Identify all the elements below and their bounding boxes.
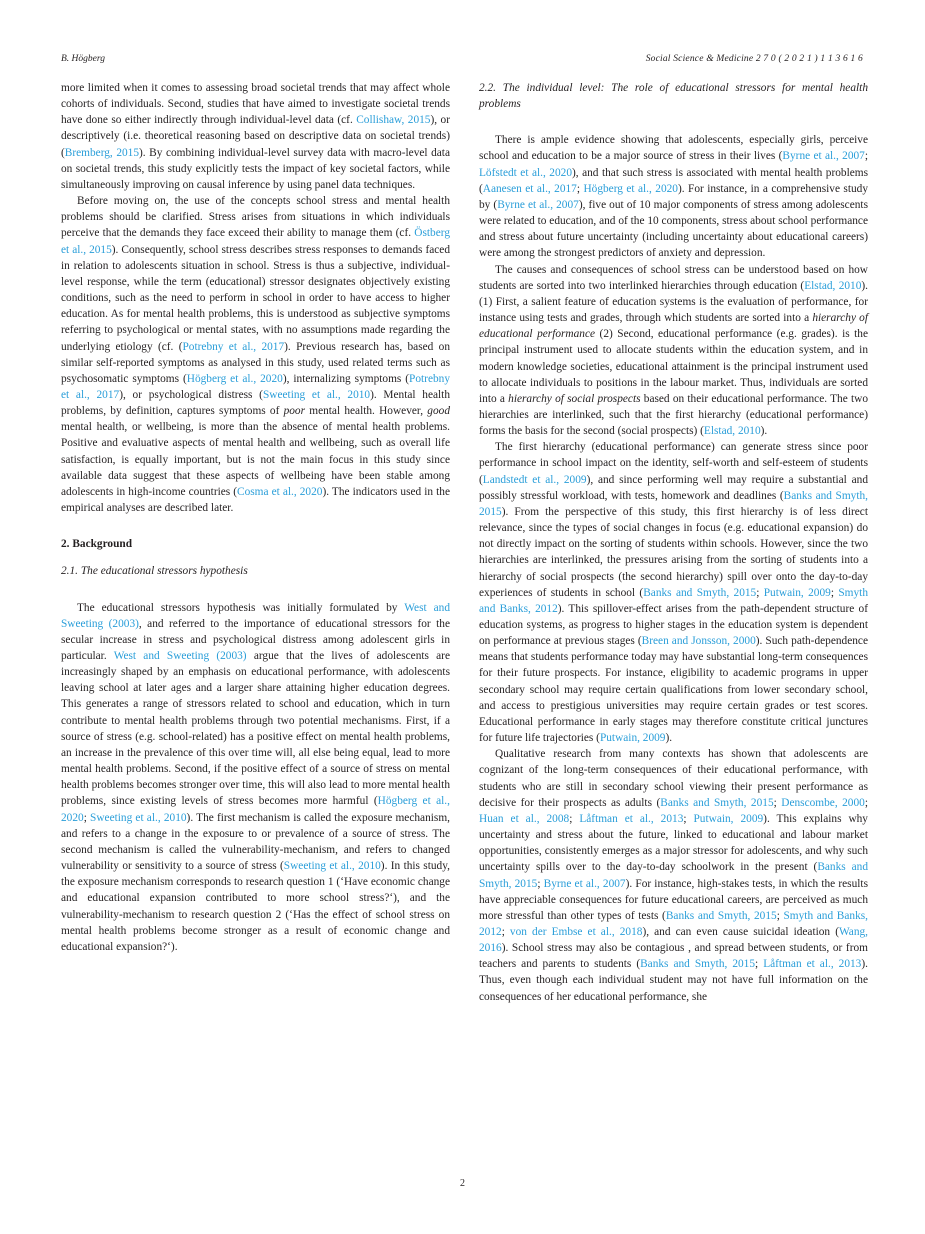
citation-link[interactable]: von der Embse et al., 2018 [509,925,643,938]
citation-link[interactable]: Sweeting et al., 2010 [283,860,381,873]
left-column [61,80,450,955]
citation-link[interactable]: Potrebny et al., 2017 [182,340,285,353]
citation-link[interactable]: Potrebny et al., 2017 [61,372,451,401]
paragraph: Before moving on, the use of the concepts school stress and mental health problems should be clarified. Stress arises from situations in which individuals perceive that the demands they face exceed their ability to manage them (cf. Östberg et al., 2015). Consequently, school stress describes stress responses to demands faced in relation to adolescents situation in school. Stress is thus a subjective, individual-level response, while the term (educational) stressor designates objectively existing conditions, such as the need to perform in school in order to have access to higher education. As for mental health problems, this is understood as subjective symptoms referring to psychological or mental states, with no assumptions made regarding the underlying etiology (cf. (Potrebny et al., 2017). Previous research has, based on similar self-reported symptoms as analysed in this study, used related terms such as psychosomatic symptoms (Högberg et al., 2020), internalizing symptoms (Potrebny et al., 2017), or psychological distress (Sweeting et al., 2010). Mental health problems, by definition, captures symptoms of poor mental health. However, good mental health, or wellbeing, is more than the absence of mental health problems. Positive and evaluative aspects of mental health and wellbeing, such as overall life satisfaction, is equally important, but is not the main focus in this study since available data suggest that these aspects of wellbeing have been stable among adolescents in high-income countries (Cosma et al., 2020). The indicators used in the empirical analyses are described later. [61,195,451,515]
citation-link[interactable]: Byrne et al., 2007 [543,877,626,890]
citation-link[interactable]: Högberg et al., 2020 [583,182,678,195]
paragraph: more limited when it comes to assessing broad societal trends that may affect whole cohorts of individuals. Second, studies that have aimed to investigate societal trends have done so either indirectly through individual-level data (cf. Collishaw, 2015), or descriptively (i.e. theoretical reasoning based on descriptive data on societal trends) (Bremberg, 2015). By combining individual-level survey data with macro-level data on societal trends, this study explicitly tests the impact of key societal factors, while simultaneously improving on causal inference by using panel data techniques. [61,82,450,191]
running-header-author: B. Högberg [61,54,105,64]
subsection-heading: 2.1. The educational stressors hypothesis [61,565,248,578]
paragraph: The causes and consequences of school stress can be understood based on how students are sorted into two interlinked hierarchies through education (Elstad, 2010). (1) First, a salient feature of education systems is the evaluation of performance, for instance using tests and grades, through which students are sorted into a hierarchy of educational performance (2) Second, educational performance (e.g. grades). is the principal instrument used to allocate students within the education system, and in modern knowledge societies, educational attainment is the principal instrument used to allocate individuals to positions in the labour market. Thus, individuals are sorted into a hierarchy of social prospects based on their educational performance. The two hierarchies are interlinked, such that the first hierarchy (educational performance) forms the basis for the second (social prospects) (Elstad, 2010). [479,263,869,438]
citation-link[interactable]: Breen and Jonsson, 2000 [641,635,756,648]
paragraph: The first hierarchy (educational performance) can generate stress since poor performance in school impact on the identity, self-worth and self-esteem of students (Landstedt et al., 2009), and since performing well may require a substantial and possibly stressful workload, with tests, homework and deadlines (Banks and Smyth, 2015). From the perspective of this study, this first hierarchy is of less direct relevance, since the types of social changes in focus (e.g. educational expansion) do not directly impact on the sorting of students within schools. However, since the two hierarchies are interlinked, the pressures arising from the sorting of students into a hierarchy of social prospects (the second hierarchy) spill over onto the day-to-day experiences of students in school (Banks and Smyth, 2015; Putwain, 2009; Smyth and Banks, 2012). This spillover-effect arises from the path-dependent structure of education systems, as progress to higher stages in the education system is dependent on performance at previous stages (Breen and Jonsson, 2000). Such path-dependence means that students performance today may have substantial long-term consequences for their future prospects. For instance, eligibility to academic programs in upper secondary school may require certain qualifications from lower secondary school, and access to prestigious universities may require certain grades or test scores. Educational performance in early stages may therefore constitute critical junctures for future life trajectories (Putwain, 2009). [479,441,869,745]
citation-link[interactable]: Låftman et al., 2013 [579,812,684,825]
paragraph: Qualitative research from many contexts has shown that adolescents are cognizant of the long-term consequences of their educational performance, with students who are still in secondary school viewing their present performance as decisive for their prospects as adults (Banks and Smyth, 2015; Denscombe, 2000; Huan et al., 2008; Låftman et al., 2013; Putwain, 2009). This explains why uncertainty and stress about the future, linked to educational and labour market opportunities, consistently emerges as a major stressor for adolescents, and why such uncertainty spills over to the day-to-day schoolwork in the present (Banks and Smyth, 2015; Byrne et al., 2007). For instance, high-stakes tests, in which the results have appreciable consequences for future educational careers, are perceived as much more stressful than other types of tests (Banks and Smyth, 2015; Smyth and Banks, 2012; von der Embse et al., 2018), and can even cause suicidal ideation (Wang, 2016). School stress may also be contagious , and spread between students, or from teachers and parents to students (Banks and Smyth, 2015; Låftman et al., 2013). Thus, even though each individual student may not have full information on the consequences of her educational performance, she [479,748,868,1003]
citation-link[interactable]: Banks and Smyth, 2015 [479,489,869,518]
subsection-heading: 2.2. The individual level: The role of educational stressors for mental health problems [479,82,868,111]
citation-link[interactable]: Banks and Smyth, 2015 [479,861,868,890]
page-number: 2 [460,1178,465,1189]
citation-link[interactable]: Högberg et al., 2020 [61,795,450,824]
citation-link[interactable]: Putwain, 2009 [763,586,831,599]
citation-link[interactable]: Löfstedt et al., 2020 [479,166,572,179]
emphasis: hierarchy of social prospects [508,392,641,405]
citation-link[interactable]: Banks and Smyth, 2015 [665,909,777,922]
citation-link[interactable]: Bremberg, 2015 [64,146,140,159]
citation-link[interactable]: Östberg et al., 2015 [61,227,450,256]
citation-link[interactable]: Högberg et al., 2020 [186,372,283,385]
citation-link[interactable]: Wang, 2016 [479,925,868,955]
emphasis: good [427,405,450,418]
citation-link[interactable]: Landstedt et al., 2009 [482,473,587,486]
citation-link[interactable]: Banks and Smyth, 2015 [643,586,757,599]
citation-link[interactable]: Putwain, 2009 [693,812,764,825]
citation-link[interactable]: Sweeting et al., 2010 [262,388,371,401]
citation-link[interactable]: West and Sweeting (2003) [113,650,247,662]
citation-link[interactable]: Putwain, 2009 [599,732,666,745]
citation-link[interactable]: Huan et al., 2008 [479,812,570,825]
paragraph: There is ample evidence showing that adolescents, especially girls, perceive school and education to be a major source of stress in their lives (Byrne et al., 2007; Löfstedt et al., 2020), and that such stress is associated with mental health problems (Aanesen et al., 2017; Högberg et al., 2020). For instance, in a comprehensive study by (Byrne et al., 2007), five out of 10 major components of stress among adolescents were related to education, and of the 10 components, stress about school performance and stress about future uncertainty (including uncertainty about educational careers) were among the strongest predictors of anxiety and depression. [479,134,869,260]
citation-link[interactable]: Sweeting et al., 2010 [90,811,187,824]
citation-link[interactable]: Byrne et al., 2007 [782,150,865,163]
citation-link[interactable]: Collishaw, 2015 [356,114,431,127]
citation-link[interactable]: Cosma et al., 2020 [237,485,323,498]
paragraph: The educational stressors hypothesis was initially formulated by West and Sweeting (2003), and referred to the importance of educational stressors for the secular increase in stress and psychological distress among adolescent girls in particular. West and Sweeting (2003) argue that the lives of adolescents are increasingly shaped by an emphasis on educational performance, with adolescents leaving school at later ages and a larger share attaining higher education degrees. This generates a range of stressors related to school and education, which in turn contribute to mental health problems through two potential mechanisms. First, if a source of stress (e.g. school-related) has a positive effect on mental health problems, an increase in the prevalence of this over time will, all else being equal, lead to more mental health problems. Second, if the positive effect of a source of stress on mental health problems becomes stronger over time, this will also lead to more mental health problems, since existing levels of stress becomes more harmful (Högberg et al., 2020; Sweeting et al., 2010). The first mechanism is called the exposure mechanism, and refers to a change in the exposure to or prevalence of a source of stress. The second mechanism is called the vulnerability-mechanism, and refers to changed vulnerability or sensitivity to a source of stress (Sweeting et al., 2010). In this study, the exposure mechanism corresponds to research question 1 (‘Have economic change and educational expansion contributed to more school stress?‘), and the vulnerability-mechanism to research question 2 (‘Has the effect of school stress on mental health problems become stronger as a result of economic change and educational expansion?‘). [61,601,450,953]
citation-link[interactable]: Smyth and Banks, 2012 [479,909,868,938]
citation-link[interactable]: Denscombe, 2000 [781,796,865,809]
right-column [479,80,868,1005]
citation-link[interactable]: Banks and Smyth, 2015 [660,796,774,809]
citation-link[interactable]: Elstad, 2010 [804,279,862,292]
section-heading: 2. Background [61,538,133,551]
citation-link[interactable]: Smyth and Banks, 2012 [479,586,868,615]
citation-link[interactable]: Byrne et al., 2007 [497,198,579,211]
citation-link[interactable]: Elstad, 2010 [703,425,761,438]
citation-link[interactable]: Banks and Smyth, 2015 [640,958,756,971]
running-header-journal: Social Science & Medicine 2 7 0 ( 2 0 2 1 ) 1 1 3 6 1 6 [645,54,863,64]
citation-link[interactable]: West and Sweeting (2003) [61,601,450,630]
emphasis: poor [283,405,306,418]
citation-link[interactable]: Aanesen et al., 2017 [482,182,577,195]
emphasis: hierarchy of educational performance [479,312,868,341]
citation-link[interactable]: Låftman et al., 2013 [763,958,862,971]
